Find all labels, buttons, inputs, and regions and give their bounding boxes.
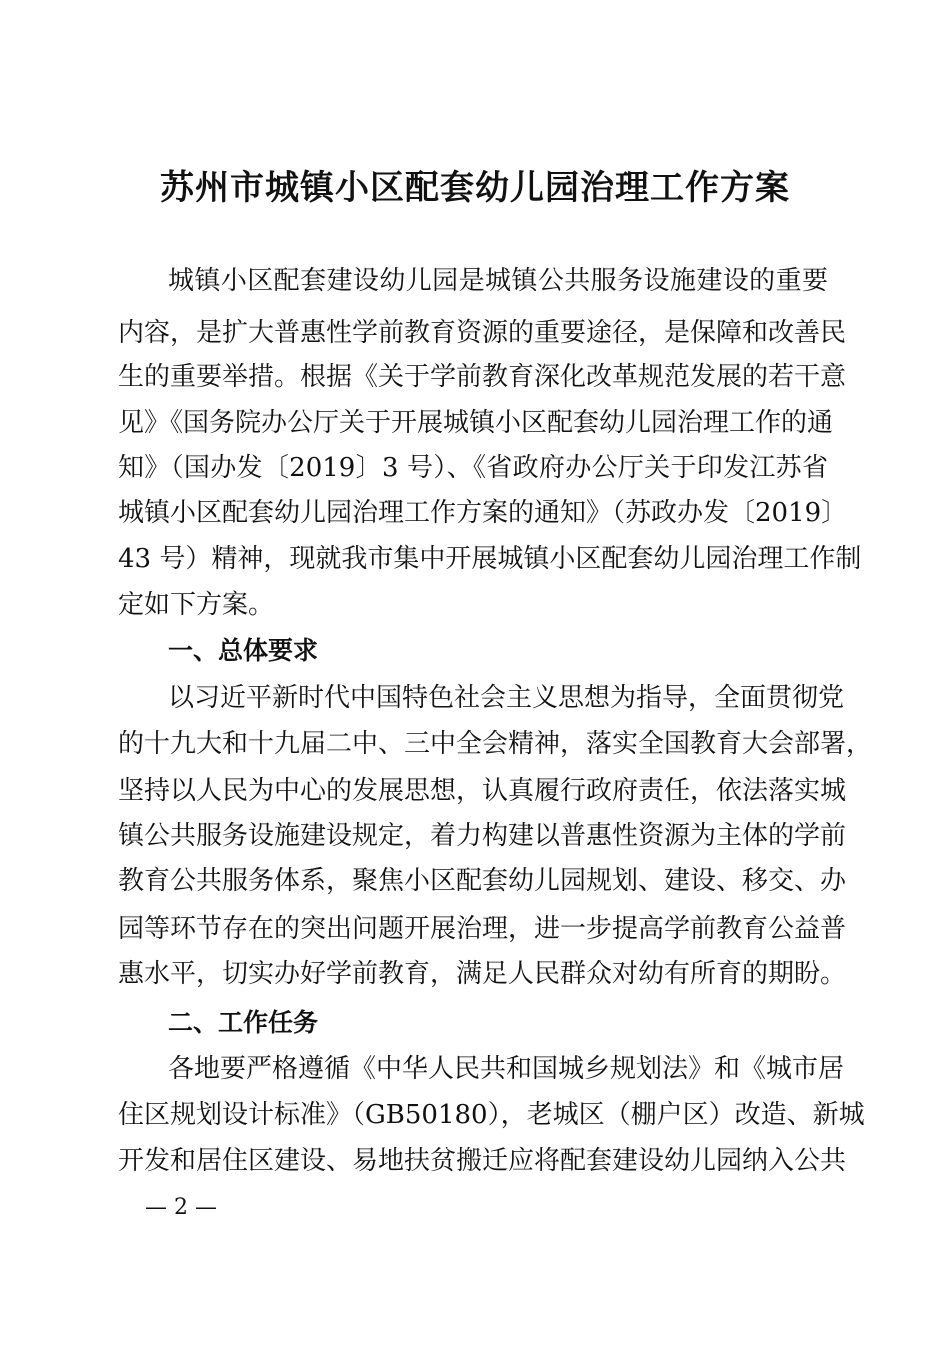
document-title: 苏州市城镇小区配套幼儿园治理工作方案 — [160, 168, 790, 208]
paragraph-line: 定如下方案。 — [118, 590, 275, 620]
paragraph-line: 教育公共服务体系，聚焦小区配套幼儿园规划、建设、移交、办 — [118, 866, 847, 896]
section-heading: 二、工作任务 — [168, 1008, 319, 1037]
paragraph-line: 以习近平新时代中国特色社会主义思想为指导，全面贯彻党 — [168, 683, 845, 713]
paragraph-line: 见》《国务院办公厅关于开展城镇小区配套幼儿园治理工作的通 — [118, 408, 834, 438]
paragraph-line: 住区规划设计标准》（GB50180），老城区（棚户区）改造、新城 — [118, 1100, 865, 1130]
paragraph-line: 惠水平，切实办好学前教育，满足人民群众对幼有所育的期盼。 — [118, 959, 847, 989]
paragraph-line: 的十九大和十九届二中、三中全会精神，落实全国教育大会部署， — [118, 729, 873, 759]
paragraph-line: 开发和居住区建设、易地扶贫搬迁应将配套建设幼儿园纳入公共 — [118, 1146, 847, 1176]
paragraph-line: 内容，是扩大普惠性学前教育资源的重要途径，是保障和改善民 — [118, 318, 847, 348]
paragraph-line: 城镇小区配套幼儿园治理工作方案的通知》（苏政办发〔2019〕 — [118, 498, 848, 528]
paragraph-line: 各地要严格遵循《中华人民共和国城乡规划法》和《城市居 — [168, 1054, 845, 1084]
section-heading: 一、总体要求 — [168, 636, 319, 665]
paragraph-line: 生的重要举措。根据《关于学前教育深化改革规范发展的若干意 — [118, 362, 847, 392]
paragraph-line: 坚持以人民为中心的发展思想，认真履行政府责任，依法落实城 — [118, 776, 847, 806]
paragraph-line: 镇公共服务设施建设规定，着力构建以普惠性资源为主体的学前 — [118, 821, 847, 851]
paragraph-line: 城镇小区配套建设幼儿园是城镇公共服务设施建设的重要 — [168, 266, 828, 296]
paragraph-line: 43 号）精神，现就我市集中开展城镇小区配套幼儿园治理工作制 — [118, 544, 862, 574]
page-number: — 2 — — [145, 1195, 217, 1220]
paragraph-line: 知》（国办发〔2019〕3 号）、《省政府办公厅关于印发江苏省 — [118, 453, 828, 483]
paragraph-line: 园等环节存在的突出问题开展治理，进一步提高学前教育公益普 — [118, 914, 847, 944]
